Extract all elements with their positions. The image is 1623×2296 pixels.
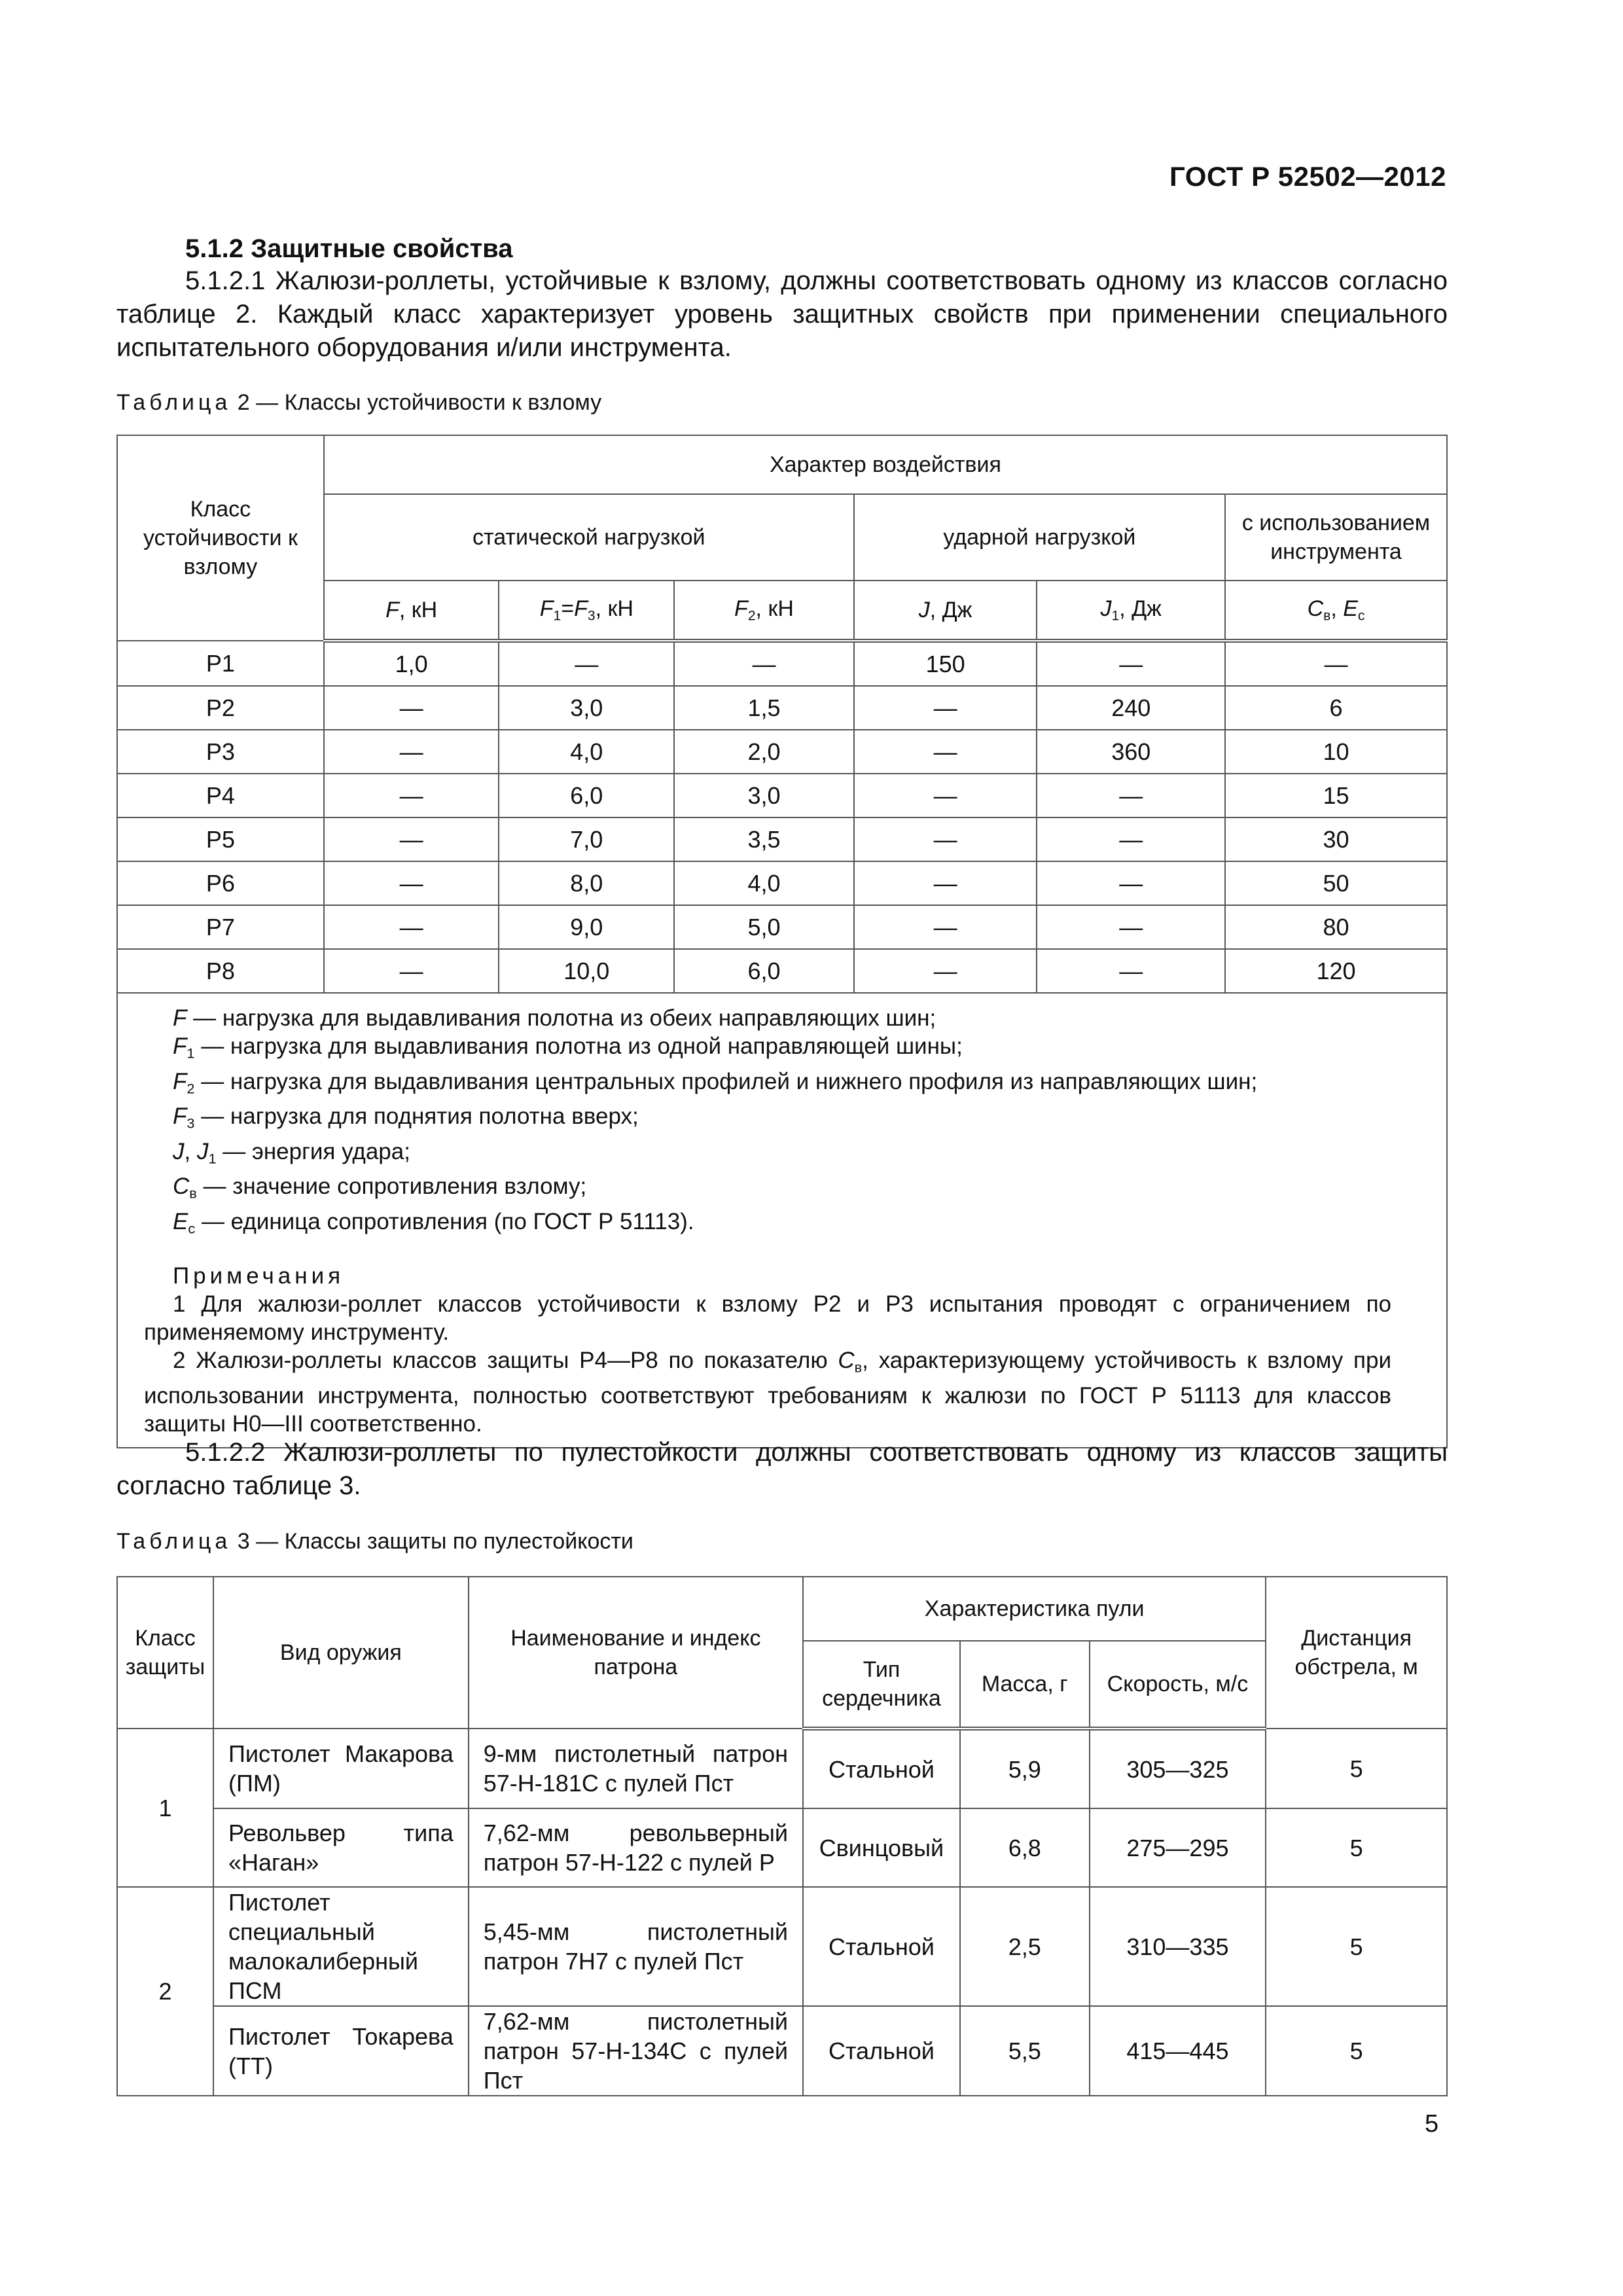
t2-cell: — <box>324 861 499 905</box>
t2-cell: Р3 <box>117 730 324 774</box>
t2-head-j: J, Дж <box>854 581 1037 641</box>
t3-cell: Револьвер типа «Наган» <box>213 1808 469 1887</box>
paragraph-5-1-2-2: 5.1.2.2 Жалюзи-роллеты по пулестойкости должны соответствовать одному из классов защиты согласно таблице 3. <box>116 1438 1448 1500</box>
t2-row <box>117 641 1447 686</box>
t2-cell: — <box>854 949 1037 993</box>
t3-class-cell: 1 <box>117 1729 213 1887</box>
t3-cell: Пистолет Токарева (ТТ) <box>213 2006 469 2096</box>
t2-cell: 2,0 <box>674 730 854 774</box>
paragraph-5-1-2-1: 5.1.2.1 Жалюзи-роллеты, устойчивые к взлому, должны соответствовать одному из классов согласно таблице 2. Каждый класс характеризует уровень защитных свойств при применении специального испытательного оборудования и/или инструмента. <box>116 266 1448 362</box>
t2-cell: Р5 <box>117 817 324 861</box>
legend-f: F — нагрузка для выдавливания полотна из обеих направляющих шин; <box>173 1005 936 1031</box>
t3-cell: 5 <box>1266 2006 1447 2096</box>
table3-bullet-resistance <box>116 1576 1448 2096</box>
t2-head-cv-ec: $C_в$, $E_с$ <box>1225 581 1447 641</box>
t2-cell: — <box>1225 641 1447 686</box>
t3-cell: 7,62-мм пистолетный патрон 57-Н-134С с пулей Пст <box>469 2006 803 2096</box>
t2-cell: — <box>324 730 499 774</box>
t2-cell: 3,0 <box>499 686 674 730</box>
t2-cell: — <box>1037 774 1225 817</box>
t2-cell: — <box>1037 817 1225 861</box>
table2-caption-word: Таблица <box>116 390 232 415</box>
legend-f3: $F_3$ — нагрузка для поднятия полотна вверх; <box>173 1103 639 1132</box>
section-heading: 5.1.2 Защитные свойства <box>185 234 513 263</box>
t2-row <box>117 730 1447 774</box>
t2-head-f: F, кН <box>324 581 499 641</box>
t2-cell: Р7 <box>117 905 324 949</box>
t2-cell: Р4 <box>117 774 324 817</box>
t2-cell: 120 <box>1225 949 1447 993</box>
t2-head-j1: $J_1$, Дж <box>1037 581 1225 641</box>
t3-cell: 5 <box>1266 1808 1447 1887</box>
table2-caption <box>116 390 601 416</box>
t3-head-speed: Скорость, м/с <box>1090 1641 1266 1729</box>
t2-head-static: статической нагрузкой <box>324 494 854 581</box>
t3-cell: Стальной <box>803 2006 960 2096</box>
table3-caption-title: 3 — Классы защиты по пулестойкости <box>237 1529 633 1554</box>
t2-cell: 4,0 <box>499 730 674 774</box>
t2-head-impact: ударной нагрузкой <box>854 494 1225 581</box>
t3-cell: 7,62-мм револьверный патрон 57-Н-122 с пулей Р <box>469 1808 803 1887</box>
legend-f1: $F_1$ — нагрузка для выдавливания полотна из одной направляющей шины; <box>173 1033 963 1062</box>
t2-cell: — <box>1037 949 1225 993</box>
t3-row <box>117 2006 1447 2096</box>
t2-cell: — <box>674 641 854 686</box>
t3-cell: Стальной <box>803 1729 960 1808</box>
t2-row <box>117 949 1447 993</box>
t3-cell: 5,45-мм пистолетный патрон 7Н7 с пулей Пст <box>469 1887 803 2006</box>
t2-row <box>117 817 1447 861</box>
t2-cell: — <box>854 686 1037 730</box>
t2-cell: 7,0 <box>499 817 674 861</box>
t2-cell: 3,5 <box>674 817 854 861</box>
t2-cell: Р6 <box>117 861 324 905</box>
t2-head-f13-unit: кН <box>607 596 633 621</box>
t3-cell: 5 <box>1266 1887 1447 2006</box>
t2-head-f2-unit: кН <box>768 596 794 621</box>
t3-head-core: Тип сердечника <box>803 1641 960 1729</box>
t2-cell: 3,0 <box>674 774 854 817</box>
t2-cell: 1,0 <box>324 641 499 686</box>
t2-head-f13: $F_1=F_3$, кН <box>499 581 674 641</box>
t3-cell: 2,5 <box>960 1887 1090 2006</box>
legend-f2: $F_2$ — нагрузка для выдавливания центральных профилей и нижнего профиля из направляющих шин; <box>173 1068 1258 1096</box>
t2-row <box>117 861 1447 905</box>
t3-cell: Пистолет специальный малокалиберный ПСМ <box>213 1887 469 2006</box>
t2-cell: 10 <box>1225 730 1447 774</box>
t2-row <box>117 774 1447 817</box>
t3-head-class: Класс защиты <box>117 1577 213 1729</box>
t2-cell: — <box>854 861 1037 905</box>
t3-head-mass: Масса, г <box>960 1641 1090 1729</box>
t2-cell: 360 <box>1037 730 1225 774</box>
t2-cell: Р2 <box>117 686 324 730</box>
t2-cell: — <box>1037 861 1225 905</box>
t2-head-f-unit: кН <box>411 597 438 622</box>
t2-cell: 30 <box>1225 817 1447 861</box>
t2-cell: 1,5 <box>674 686 854 730</box>
note-1: 1 Для жалюзи-роллет классов устойчивости к взлому Р2 и Р3 испытания проводят с ограничением по применяемому инструменту. <box>144 1291 1391 1345</box>
t3-row <box>117 1729 1447 1808</box>
t2-cell: — <box>324 817 499 861</box>
t3-cell: 305—325 <box>1090 1729 1266 1808</box>
t2-cell: — <box>1037 905 1225 949</box>
t2-cell: 6,0 <box>499 774 674 817</box>
table2-burglary-resistance <box>116 435 1448 1448</box>
t2-cell: — <box>854 905 1037 949</box>
t2-notes <box>117 993 1447 1448</box>
document-id: ГОСТ Р 52502—2012 <box>1169 161 1446 192</box>
t2-cell: 10,0 <box>499 949 674 993</box>
t3-cell: Свинцовый <box>803 1808 960 1887</box>
t2-cell: 8,0 <box>499 861 674 905</box>
t2-cell: — <box>854 730 1037 774</box>
t3-row <box>117 1808 1447 1887</box>
t3-cell: 415—445 <box>1090 2006 1266 2096</box>
t2-cell: 6 <box>1225 686 1447 730</box>
t2-cell: 80 <box>1225 905 1447 949</box>
notes-title: Примечания <box>173 1263 345 1289</box>
t2-cell: — <box>324 774 499 817</box>
t2-cell: Р8 <box>117 949 324 993</box>
t2-cell: Р1 <box>117 641 324 686</box>
table3-caption-word: Таблица <box>116 1529 232 1554</box>
t3-head-cartridge: Наименование и индекс патрона <box>469 1577 803 1729</box>
t2-cell: — <box>324 686 499 730</box>
t3-cell: 5 <box>1266 1729 1447 1808</box>
t3-row <box>117 1887 1447 2006</box>
t2-cell: 5,0 <box>674 905 854 949</box>
legend-ec: $E_с$ — единица сопротивления (по ГОСТ Р 51113). <box>173 1208 694 1236</box>
t3-head-weapon: Вид оружия <box>213 1577 469 1729</box>
t2-head-f2: $F_2$, кН <box>674 581 854 641</box>
t2-cell: 150 <box>854 641 1037 686</box>
t2-head-class: Класс устойчивости к взлому <box>117 435 324 641</box>
t3-cell: Стальной <box>803 1887 960 2006</box>
t3-head-distance: Дистанция обстрела, м <box>1266 1577 1447 1729</box>
table2-caption-title: 2 — Классы устойчивости к взлому <box>237 390 602 415</box>
t3-class-cell: 2 <box>117 1887 213 2096</box>
t2-cell: — <box>854 817 1037 861</box>
table3-caption <box>116 1529 633 1554</box>
t3-cell: 9-мм пистолетный патрон 57-Н-181С с пулей Пст <box>469 1729 803 1808</box>
t3-cell: 6,8 <box>960 1808 1090 1887</box>
t2-cell: — <box>324 949 499 993</box>
t2-cell: 4,0 <box>674 861 854 905</box>
t2-cell: 50 <box>1225 861 1447 905</box>
t2-cell: 9,0 <box>499 905 674 949</box>
t2-cell: — <box>499 641 674 686</box>
t2-cell: — <box>324 905 499 949</box>
t2-row <box>117 905 1447 949</box>
t2-cell: 15 <box>1225 774 1447 817</box>
t3-cell: 275—295 <box>1090 1808 1266 1887</box>
t3-cell: Пистолет Макарова (ПМ) <box>213 1729 469 1808</box>
t2-head-j1-unit: Дж <box>1132 596 1162 621</box>
t3-cell: 5,9 <box>960 1729 1090 1808</box>
t2-row <box>117 686 1447 730</box>
legend-j: J, $J_1$ — энергия удара; <box>173 1138 410 1166</box>
t2-cell: 240 <box>1037 686 1225 730</box>
t3-cell: 5,5 <box>960 2006 1090 2096</box>
page-number: 5 <box>1425 2110 1439 2138</box>
t3-cell: 310—335 <box>1090 1887 1266 2006</box>
note-2: 2 Жалюзи-роллеты классов защиты Р4—Р8 по показателю $C_в$, характеризующему устойчивость к взлому при использовании инструмента, полностью соответствуют требованиям к жалюзи по ГОСТ Р 51113 для классов защиты Н0—III соответственно. <box>144 1348 1392 1437</box>
t2-cell: 6,0 <box>674 949 854 993</box>
t2-cell: — <box>1037 641 1225 686</box>
t2-head-group: Характер воздействия <box>324 435 1447 494</box>
t3-head-bullet: Характеристика пули <box>803 1577 1266 1641</box>
legend-cv: $C_в$ — значение сопротивления взлому; <box>173 1174 587 1202</box>
t2-cell: — <box>854 774 1037 817</box>
t2-head-tool: с использованием инструмента <box>1225 494 1447 581</box>
t2-head-j-unit: Дж <box>942 597 972 622</box>
